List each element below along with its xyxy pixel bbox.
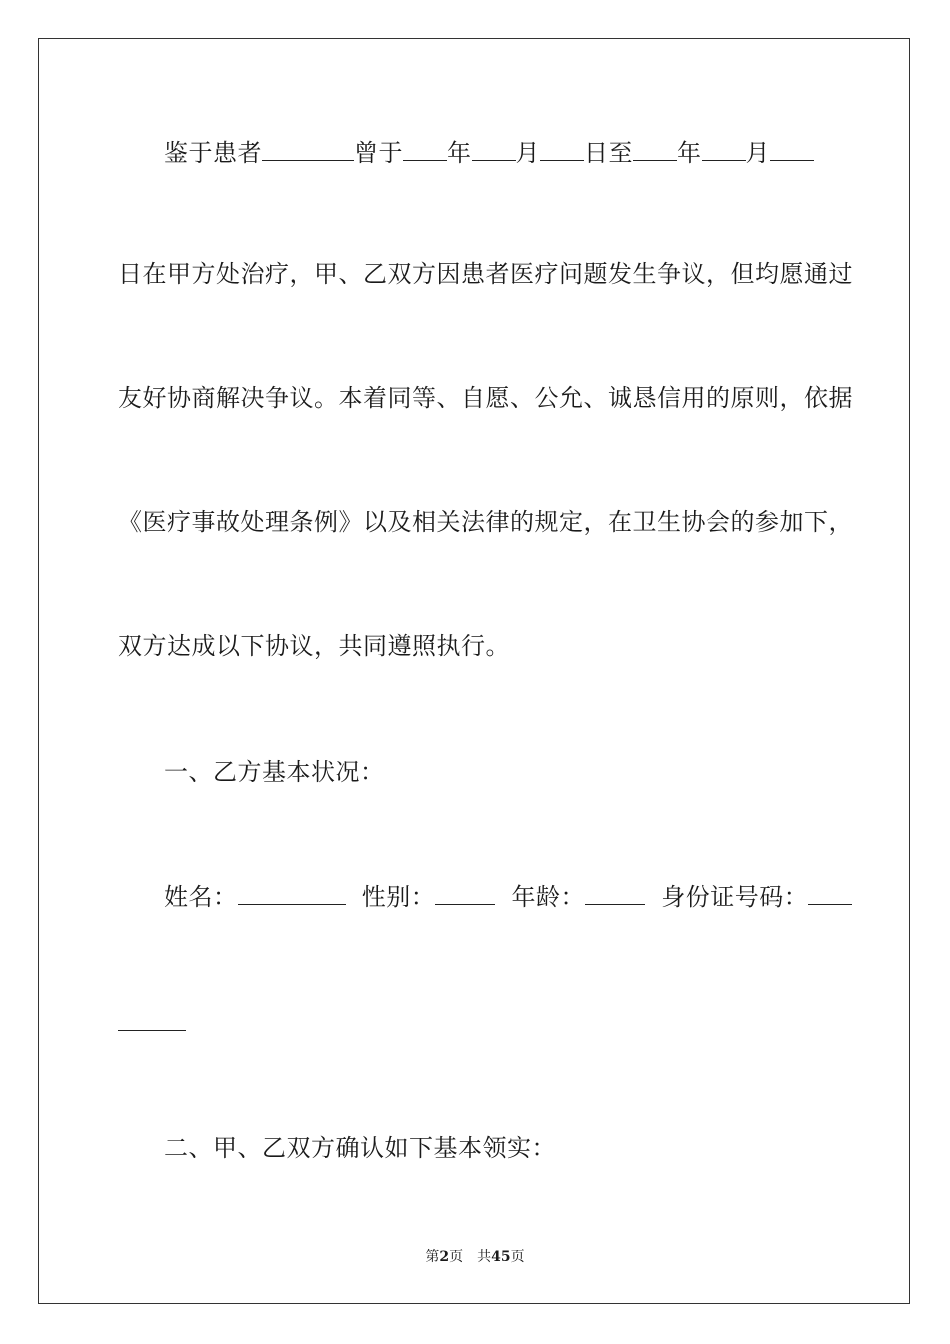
text-segment: 年 bbox=[447, 139, 472, 167]
blank-id-number bbox=[808, 880, 852, 905]
footer-prefix: 第 bbox=[425, 1249, 440, 1265]
paragraph-line-1 bbox=[164, 136, 814, 169]
blank-patient-name bbox=[262, 136, 354, 161]
page-footer bbox=[0, 1248, 950, 1266]
blank-name bbox=[238, 880, 346, 905]
text-segment: 鉴于患者 bbox=[164, 139, 262, 167]
total-pages-number: 45 bbox=[491, 1249, 511, 1265]
section-heading-2: 二、甲、乙双方确认如下基本领实： bbox=[164, 1134, 556, 1162]
blank-end-day bbox=[770, 136, 814, 161]
footer-suffix: 页 bbox=[510, 1249, 525, 1265]
section-heading-1: 一、乙方基本状况： bbox=[164, 758, 385, 786]
paragraph-line-2: 日在甲方处治疗，甲、乙双方因患者医疗问题发生争议，但均愿通过 bbox=[118, 260, 853, 288]
gender-label: 性别： bbox=[361, 883, 436, 911]
blank-end-year bbox=[633, 136, 677, 161]
id-number-label: 身份证号码： bbox=[661, 883, 809, 911]
page-border bbox=[38, 38, 910, 1304]
paragraph-line-5: 双方达成以下协议，共同遵照执行。 bbox=[118, 632, 510, 660]
text-segment: 曾于 bbox=[354, 139, 403, 167]
name-label: 姓名： bbox=[164, 883, 238, 911]
text-segment: 日至 bbox=[584, 139, 633, 167]
blank-id-number-continued bbox=[118, 1006, 186, 1031]
blank-gender bbox=[435, 880, 495, 905]
text-segment: 月 bbox=[745, 139, 770, 167]
text-segment: 月 bbox=[515, 139, 540, 167]
blank-start-day bbox=[540, 136, 584, 161]
age-label: 年龄： bbox=[511, 883, 586, 911]
paragraph-line-3: 友好协商解决争议。本着同等、自愿、公允、诚恳信用的原则，依据 bbox=[118, 384, 853, 412]
blank-end-month bbox=[702, 136, 746, 161]
text-segment: 年 bbox=[677, 139, 702, 167]
blank-start-year bbox=[403, 136, 447, 161]
blank-start-month bbox=[472, 136, 516, 161]
blank-age bbox=[585, 880, 645, 905]
footer-mid: 页 共 bbox=[449, 1249, 492, 1265]
current-page-number: 2 bbox=[439, 1249, 450, 1265]
party-b-info-line bbox=[164, 880, 852, 913]
paragraph-line-4: 《医疗事故处理条例》以及相关法律的规定，在卫生协会的参加下， bbox=[118, 508, 853, 536]
